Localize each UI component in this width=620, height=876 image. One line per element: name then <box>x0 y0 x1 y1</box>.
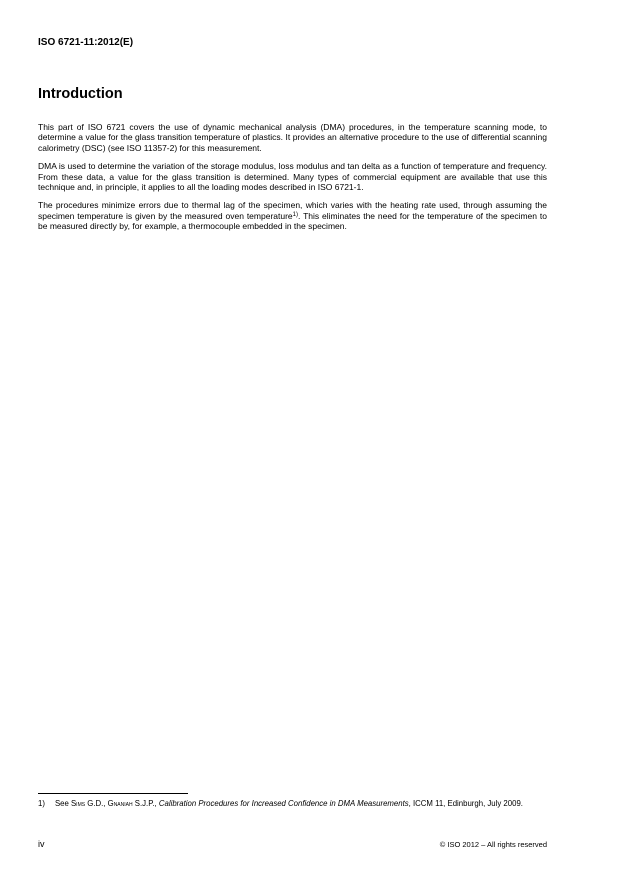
paragraph-3-text-b: . This eliminates the need for the temperature of the specimen to be measured directly by, for example, a thermocouple embedded in the specimen. <box>38 210 547 232</box>
body-text <box>38 122 547 240</box>
footnote-title: Calibration Procedures for Increased Confidence in DMA Measurements <box>158 799 409 808</box>
footnote-marker: 1) <box>38 799 45 808</box>
section-heading: Introduction <box>38 86 123 102</box>
paragraph-2: DMA is used to determine the variation of the storage modulus, loss modulus and tan delta as a function of temperature and frequency. From these data, a value for the glass transition is determined. Many types of commercial equipment are available that use this technique and, in principle, it applies to all the loading modes described in ISO 6721-1. <box>38 161 547 193</box>
footnote-see: See <box>54 799 69 808</box>
paragraph-1: This part of ISO 6721 covers the use of dynamic mechanical analysis (DMA) procedures, in the temperature scanning mode, to determine a value for the glass transition temperature of plastics. It provides an alternative procedure to the use of differential scanning calorimetry (DSC) (see ISO 11357-2) for this measurement. <box>38 122 547 153</box>
document-id: ISO 6721-11:2012(E) <box>38 37 134 48</box>
footnote-author-2: Gnaniah <box>107 799 133 808</box>
footnote-author-2-initials: S.J.P., <box>134 799 157 808</box>
footnote-separator <box>38 793 188 794</box>
page-number: iv <box>38 839 45 849</box>
footnote-rest: , ICCM 11, Edinburgh, July 2009. <box>408 799 523 808</box>
paragraph-3 <box>38 200 547 231</box>
footnote-reference: 1) <box>292 211 298 218</box>
paragraph-3-text-a: The procedures minimize errors due to thermal lag of the specimen, which varies with the heating rate used, through assuming the specimen temperature is given by the measured oven temperature <box>38 200 547 221</box>
copyright-notice: © ISO 2012 – All rights reserved <box>439 840 547 849</box>
footnote-author-1: Sims <box>70 799 86 808</box>
footnote <box>38 799 547 809</box>
footnote-author-1-initials: G.D., <box>87 799 106 808</box>
